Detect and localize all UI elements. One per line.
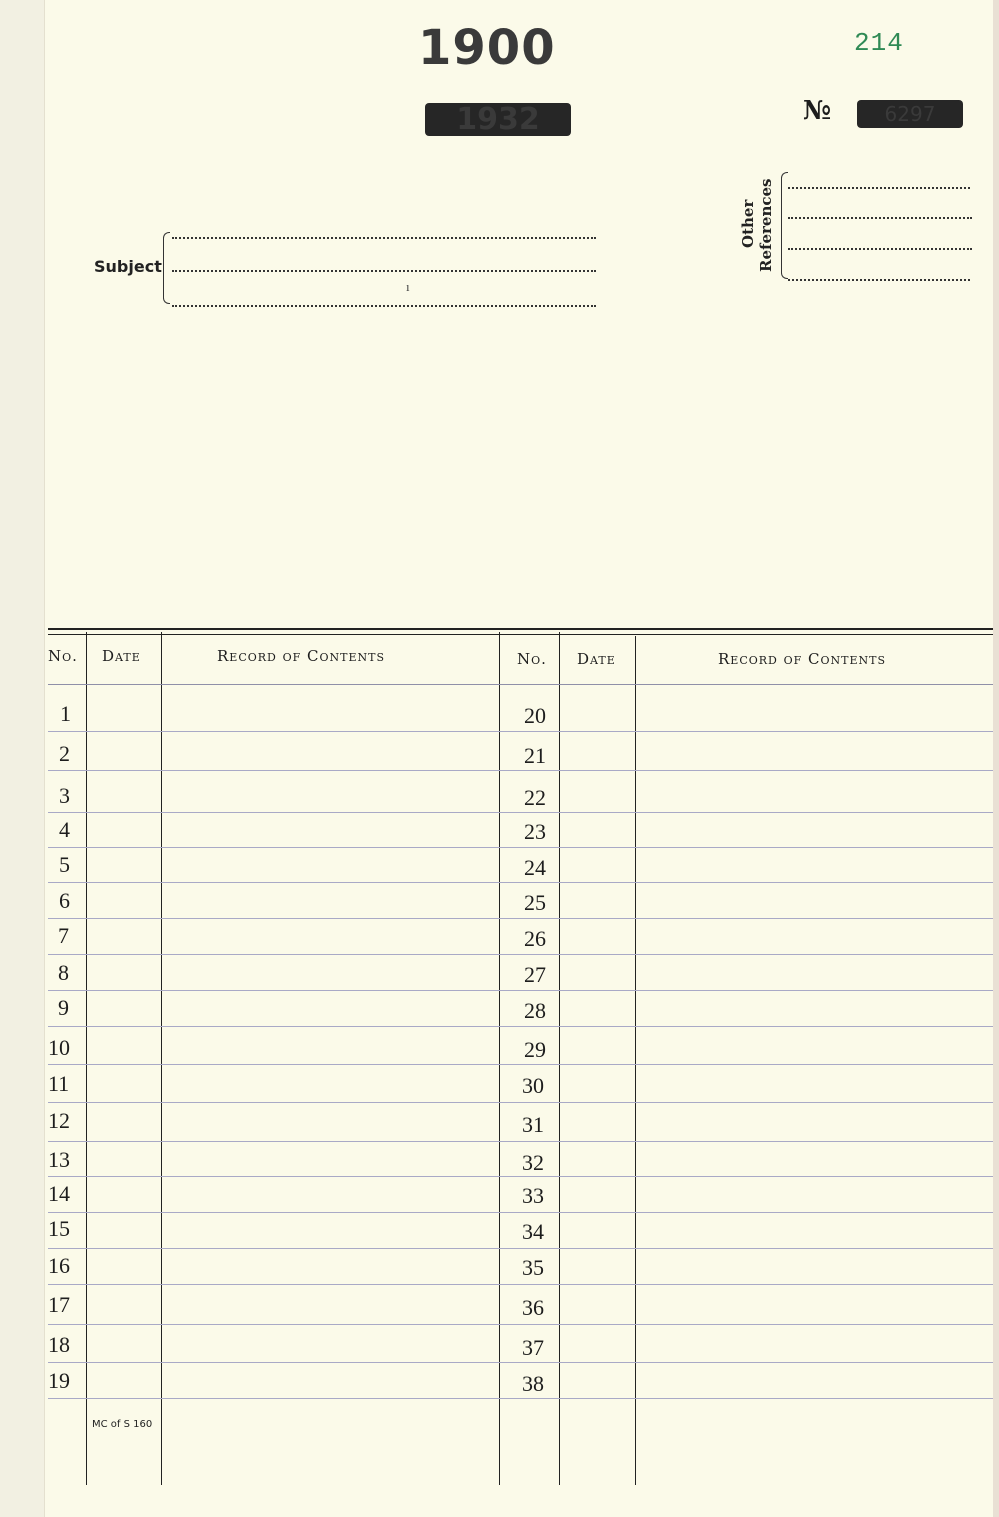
column-divider bbox=[161, 632, 162, 1485]
row-rule bbox=[48, 1141, 993, 1142]
row-rule bbox=[48, 954, 993, 955]
redacted-file-number: 6297 bbox=[857, 100, 963, 128]
row-rule bbox=[48, 990, 993, 991]
row-number: 21 bbox=[524, 743, 546, 768]
header-date-right: Date bbox=[577, 650, 616, 668]
row-number: 31 bbox=[522, 1112, 544, 1137]
column-divider bbox=[499, 632, 500, 1485]
row-number: 23 bbox=[524, 819, 546, 844]
row-number: 18 bbox=[48, 1332, 70, 1357]
row-rule bbox=[48, 1248, 993, 1249]
row-number: 25 bbox=[524, 890, 546, 915]
subject-line-1[interactable] bbox=[172, 237, 596, 239]
column-divider bbox=[635, 636, 636, 1485]
row-rule bbox=[48, 1362, 993, 1363]
pencil-tick: ı bbox=[406, 279, 410, 294]
row-rule bbox=[48, 1398, 993, 1399]
row-number: 22 bbox=[524, 785, 546, 810]
row-number: 28 bbox=[524, 998, 546, 1023]
row-number: 8 bbox=[58, 960, 69, 985]
header-no-left: No. bbox=[48, 647, 78, 665]
row-rule bbox=[48, 770, 993, 771]
row-number: 5 bbox=[59, 852, 70, 877]
year-stamp: 1900 bbox=[418, 20, 556, 76]
other-references-line-4[interactable] bbox=[788, 279, 970, 281]
row-number: 36 bbox=[522, 1295, 544, 1320]
redacted-year: 1932 bbox=[425, 103, 571, 136]
row-number: 2 bbox=[59, 741, 70, 766]
row-number: 35 bbox=[522, 1255, 544, 1280]
row-number: 1 bbox=[60, 701, 71, 726]
row-number: 24 bbox=[524, 855, 546, 880]
other-references-brace bbox=[781, 172, 788, 279]
row-number: 15 bbox=[48, 1216, 70, 1241]
sheet-number-stamp: 214 bbox=[854, 28, 904, 58]
row-number: 3 bbox=[59, 783, 70, 808]
row-number: 16 bbox=[48, 1253, 70, 1278]
row-number: 12 bbox=[48, 1108, 70, 1133]
row-number: 17 bbox=[48, 1292, 70, 1317]
row-rule bbox=[48, 1212, 993, 1213]
header-date-left: Date bbox=[102, 647, 141, 665]
row-number: 33 bbox=[522, 1183, 544, 1208]
subject-line-2[interactable] bbox=[172, 270, 596, 272]
subject-brace bbox=[163, 232, 170, 304]
row-number: 9 bbox=[58, 995, 69, 1020]
row-number: 30 bbox=[522, 1073, 544, 1098]
form-code: MC of S 160 bbox=[92, 1419, 153, 1430]
row-rule bbox=[48, 1176, 993, 1177]
page-edge bbox=[0, 0, 45, 1517]
row-rule bbox=[48, 1026, 993, 1027]
row-number: 6 bbox=[59, 888, 70, 913]
column-divider bbox=[86, 632, 87, 1485]
row-number: 14 bbox=[48, 1181, 70, 1206]
row-rule bbox=[48, 918, 993, 919]
row-number: 29 bbox=[524, 1037, 546, 1062]
row-rule bbox=[48, 1284, 993, 1285]
row-rule bbox=[48, 684, 993, 685]
row-number: 27 bbox=[524, 962, 546, 987]
header-no-right: No. bbox=[517, 650, 547, 668]
row-rule bbox=[48, 731, 993, 732]
row-rule bbox=[48, 1324, 993, 1325]
row-number: 26 bbox=[524, 926, 546, 951]
other-references-line-2[interactable] bbox=[788, 217, 972, 219]
row-rule bbox=[48, 1064, 993, 1065]
subject-label: Subject bbox=[94, 257, 162, 276]
table-top-rule bbox=[48, 628, 993, 635]
row-rule bbox=[48, 847, 993, 848]
row-number: 37 bbox=[522, 1335, 544, 1360]
row-number: 20 bbox=[524, 703, 546, 728]
header-record-right: Record of Contents bbox=[718, 650, 887, 668]
header-record-left: Record of Contents bbox=[217, 647, 386, 665]
row-number: 7 bbox=[58, 923, 69, 948]
subject-line-3[interactable] bbox=[172, 305, 596, 307]
row-number: 10 bbox=[48, 1035, 70, 1060]
row-number: 11 bbox=[48, 1071, 70, 1096]
row-number: 34 bbox=[522, 1219, 544, 1244]
row-number: 13 bbox=[48, 1147, 70, 1172]
other-references-line-1[interactable] bbox=[788, 187, 970, 189]
row-rule bbox=[48, 1102, 993, 1103]
number-symbol: № bbox=[803, 96, 832, 126]
row-rule bbox=[48, 882, 993, 883]
column-divider bbox=[559, 632, 560, 1485]
row-number: 38 bbox=[522, 1371, 544, 1396]
other-references-label: Other References bbox=[739, 178, 775, 272]
row-rule bbox=[48, 812, 993, 813]
row-number: 4 bbox=[59, 817, 70, 842]
other-references-line-3[interactable] bbox=[788, 248, 972, 250]
row-number: 32 bbox=[522, 1150, 544, 1175]
row-number: 19 bbox=[48, 1368, 70, 1393]
